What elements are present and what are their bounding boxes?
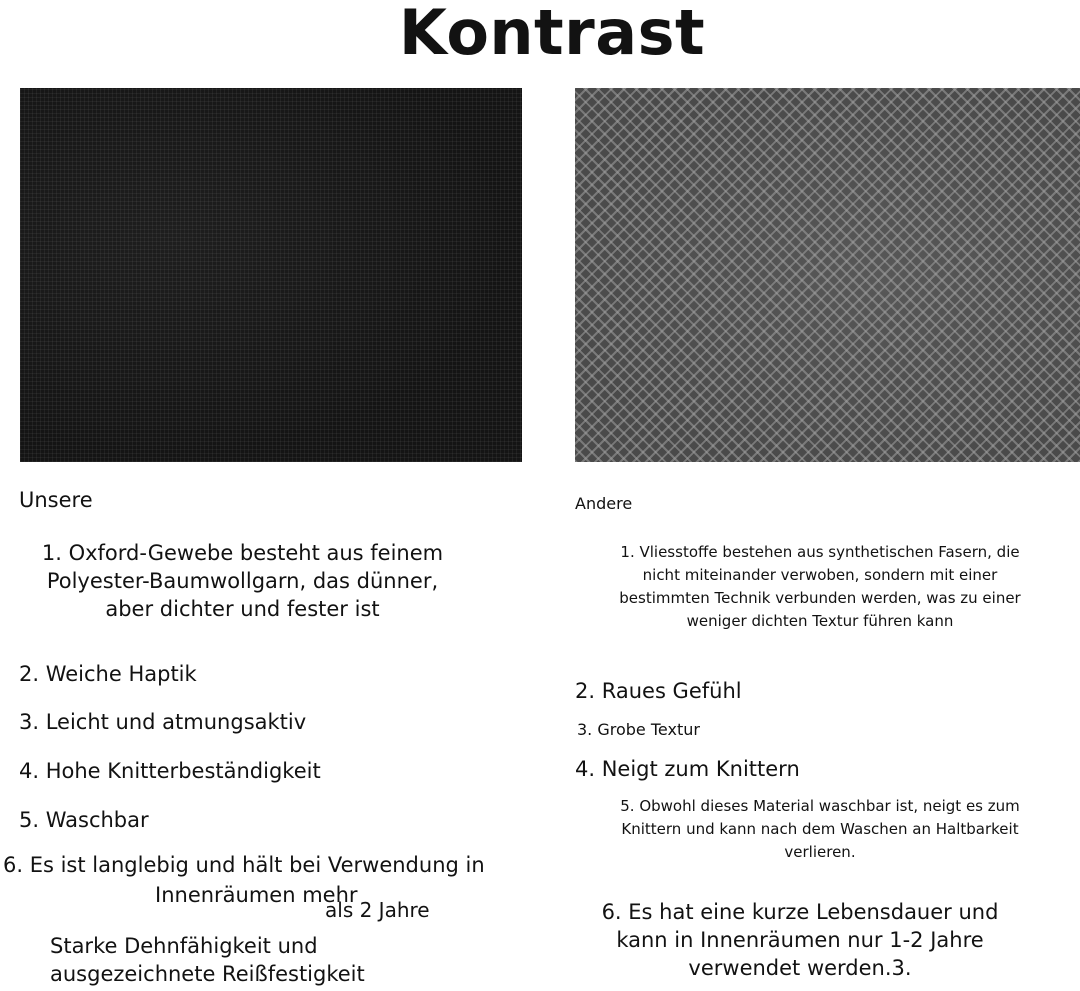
ours-extra-line-2: ausgezeichnete Reißfestigkeit <box>50 962 365 986</box>
ours-point-1-line-1: 1. Oxford-Gewebe besteht aus feinem <box>41 541 444 565</box>
others-point-6-line-3: verwendet werden.3. <box>688 956 912 980</box>
others-point-5 <box>570 795 1070 864</box>
ours-point-1-line-2: Polyester-Baumwollgarn, das dünner, <box>46 569 439 593</box>
others-point-4: 4. Neigt zum Knittern <box>575 757 800 781</box>
ours-point-1 <box>10 539 475 623</box>
ours-point-6-line-2: Innenräumen mehr <box>155 883 358 907</box>
others-point-1-line-1: 1. Vliesstoffe bestehen aus synthetischen Fasern, die <box>620 543 1020 561</box>
page-title: Kontrast <box>398 0 706 69</box>
others-point-1-line-3: bestimmten Technik verbunden werden, was zu einer <box>619 589 1021 607</box>
others-point-5-line-3: verlieren. <box>784 843 856 861</box>
others-point-1-line-2: nicht miteinander verwoben, sondern mit einer <box>642 566 998 584</box>
others-point-1 <box>570 541 1070 633</box>
ours-point-6-line-1: 6. Es ist langlebig und hält bei Verwendung in <box>3 853 485 877</box>
others-point-2: 2. Raues Gefühl <box>575 679 742 703</box>
ours-point-1-line-3: aber dichter und fester ist <box>105 597 380 621</box>
nonwoven-fabric-image <box>575 88 1080 462</box>
ours-point-5: 5. Waschbar <box>19 808 149 832</box>
others-point-6 <box>555 898 1045 982</box>
ours-point-4: 4. Hohe Knitterbeständigkeit <box>19 759 321 783</box>
others-point-5-line-1: 5. Obwohl dieses Material waschbar ist, neigt es zum <box>620 797 1020 815</box>
others-point-3: 3. Grobe Textur <box>577 720 700 739</box>
ours-heading: Unsere <box>19 488 93 512</box>
oxford-fabric-image <box>20 88 522 462</box>
others-point-5-line-2: Knittern und kann nach dem Waschen an Haltbarkeit <box>621 820 1019 838</box>
others-point-6-line-2: kann in Innenräumen nur 1-2 Jahre <box>616 928 984 952</box>
ours-extra <box>50 932 365 988</box>
ours-point-6-line-3: als 2 Jahre <box>325 898 430 922</box>
ours-extra-line-1: Starke Dehnfähigkeit und <box>50 934 318 958</box>
others-point-1-line-4: weniger dichten Textur führen kann <box>686 612 954 630</box>
ours-point-2: 2. Weiche Haptik <box>19 662 197 686</box>
ours-point-3: 3. Leicht und atmungsaktiv <box>19 710 307 734</box>
others-point-6-line-1: 6. Es hat eine kurze Lebensdauer und <box>601 900 999 924</box>
others-heading: Andere <box>575 494 633 513</box>
